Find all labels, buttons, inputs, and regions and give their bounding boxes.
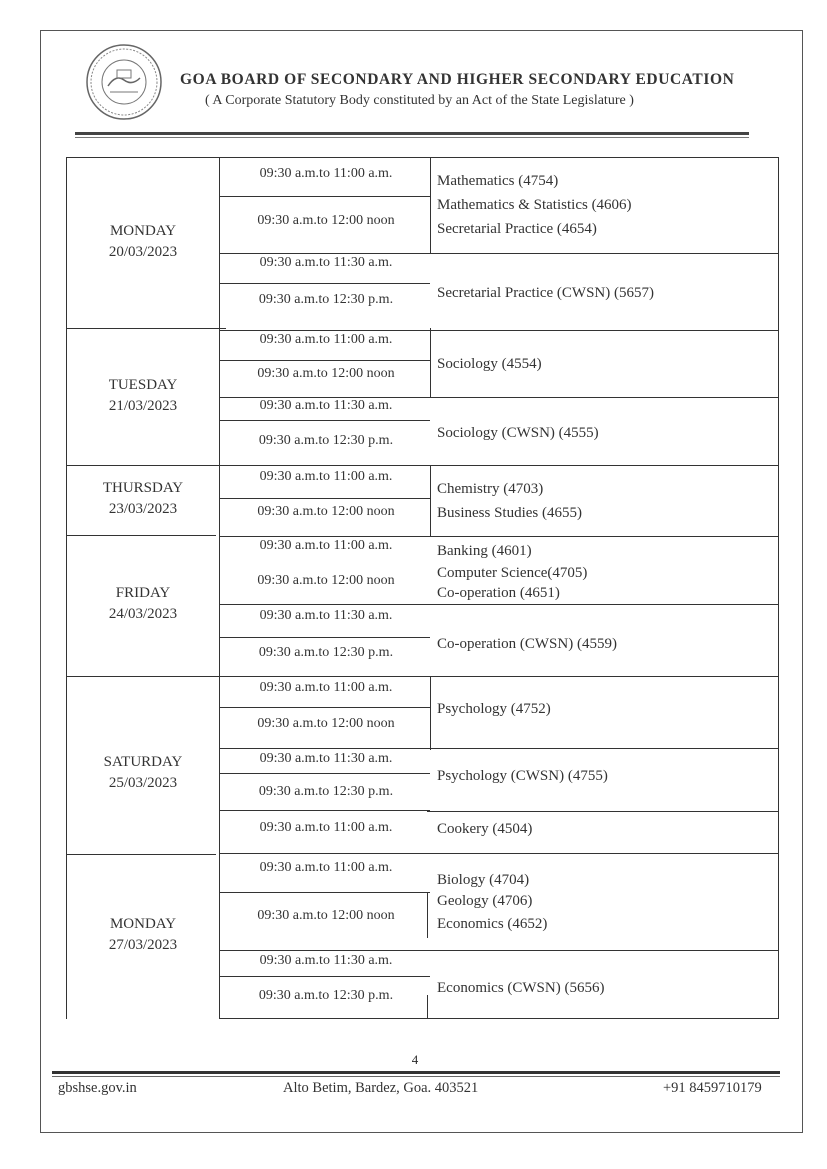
day-date: 20/03/2023	[108, 244, 178, 260]
footer-address: Alto Betim, Bardez, Goa. 403521	[283, 1080, 479, 1096]
time-slot: 09:30 a.m.to 12:30 p.m.	[258, 988, 394, 1003]
footer-rule-thin	[52, 1076, 780, 1077]
time-slot: 09:30 a.m.to 12:00 noon	[257, 366, 395, 381]
subject: Psychology (CWSN) (4755)	[437, 768, 608, 784]
day-cell	[68, 752, 218, 794]
time-slot: 09:30 a.m.to 12:30 p.m.	[258, 433, 394, 448]
subject: Banking (4601)	[437, 543, 532, 559]
subject: Economics (4652)	[437, 916, 548, 932]
time-slot: 09:30 a.m.to 11:00 a.m.	[259, 166, 393, 181]
time-slot: 09:30 a.m.to 11:00 a.m.	[259, 860, 393, 875]
time-slot: 09:30 a.m.to 12:30 p.m.	[258, 645, 394, 660]
time-slot: 09:30 a.m.to 11:00 a.m.	[259, 332, 393, 347]
subject: Secretarial Practice (4654)	[437, 221, 597, 237]
footer-rule	[52, 1071, 780, 1074]
time-slot: 09:30 a.m.to 12:30 p.m.	[258, 292, 394, 307]
time-slot: 09:30 a.m.to 12:00 noon	[257, 716, 395, 731]
day-cell	[68, 221, 218, 263]
subject: Secretarial Practice (CWSN) (5657)	[437, 285, 654, 301]
time-slot: 09:30 a.m.to 11:30 a.m.	[259, 751, 393, 766]
day-cell	[68, 478, 218, 520]
footer-phone: +91 8459710179	[663, 1080, 762, 1096]
time-slot: 09:30 a.m.to 11:30 a.m.	[259, 953, 393, 968]
subject: Psychology (4752)	[437, 701, 551, 717]
time-slot: 09:30 a.m.to 11:30 a.m.	[259, 255, 393, 270]
subject: Economics (CWSN) (5656)	[437, 980, 605, 996]
time-slot: 09:30 a.m.to 11:30 a.m.	[259, 398, 393, 413]
subject: Sociology (CWSN) (4555)	[437, 425, 599, 441]
day-date: 24/03/2023	[108, 606, 178, 622]
time-slot: 09:30 a.m.to 12:00 noon	[257, 213, 395, 228]
time-slot: 09:30 a.m.to 12:00 noon	[257, 573, 395, 588]
subject: Chemistry (4703)	[437, 481, 544, 497]
board-subtitle: ( A Corporate Statutory Body constituted by an Act of the State Legislature )	[205, 93, 634, 108]
day-name: FRIDAY	[115, 585, 171, 601]
time-slot: 09:30 a.m.to 11:30 a.m.	[259, 608, 393, 623]
subject: Sociology (4554)	[437, 356, 542, 372]
day-cell	[68, 914, 218, 956]
day-name: TUESDAY	[108, 377, 178, 393]
day-name: SATURDAY	[103, 754, 183, 770]
subject: Co-operation (4651)	[437, 585, 560, 601]
day-cell	[68, 375, 218, 417]
subject: Geology (4706)	[437, 893, 533, 909]
time-slot: 09:30 a.m.to 12:00 noon	[257, 908, 395, 923]
subject: Mathematics (4754)	[437, 173, 559, 189]
board-title: GOA BOARD OF SECONDARY AND HIGHER SECONDARY EDUCATION	[180, 71, 735, 88]
header-rule	[75, 132, 749, 135]
subject: Mathematics & Statistics (4606)	[437, 197, 632, 213]
day-name: THURSDAY	[102, 480, 184, 496]
day-cell	[68, 583, 218, 625]
subject: Cookery (4504)	[437, 821, 533, 837]
time-slot: 09:30 a.m.to 11:00 a.m.	[259, 538, 393, 553]
day-date: 21/03/2023	[108, 398, 178, 414]
board-seal-icon	[84, 42, 164, 122]
day-name: MONDAY	[109, 916, 177, 932]
time-slot: 09:30 a.m.to 11:00 a.m.	[259, 680, 393, 695]
day-date: 23/03/2023	[108, 501, 178, 517]
subject: Co-operation (CWSN) (4559)	[437, 636, 617, 652]
subject: Biology (4704)	[437, 872, 530, 888]
time-slot: 09:30 a.m.to 12:00 noon	[257, 504, 395, 519]
header-rule-thin	[75, 137, 749, 138]
time-slot: 09:30 a.m.to 12:30 p.m.	[258, 784, 394, 799]
day-name: MONDAY	[109, 223, 177, 239]
footer-website: gbshse.gov.in	[58, 1080, 137, 1096]
time-slot: 09:30 a.m.to 11:00 a.m.	[259, 469, 393, 484]
time-slot: 09:30 a.m.to 11:00 a.m.	[259, 820, 393, 835]
day-date: 25/03/2023	[108, 775, 178, 791]
subject: Computer Science(4705)	[437, 565, 588, 581]
subject: Business Studies (4655)	[437, 505, 583, 521]
page-number: 4	[411, 1052, 419, 1067]
day-date: 27/03/2023	[108, 937, 178, 953]
